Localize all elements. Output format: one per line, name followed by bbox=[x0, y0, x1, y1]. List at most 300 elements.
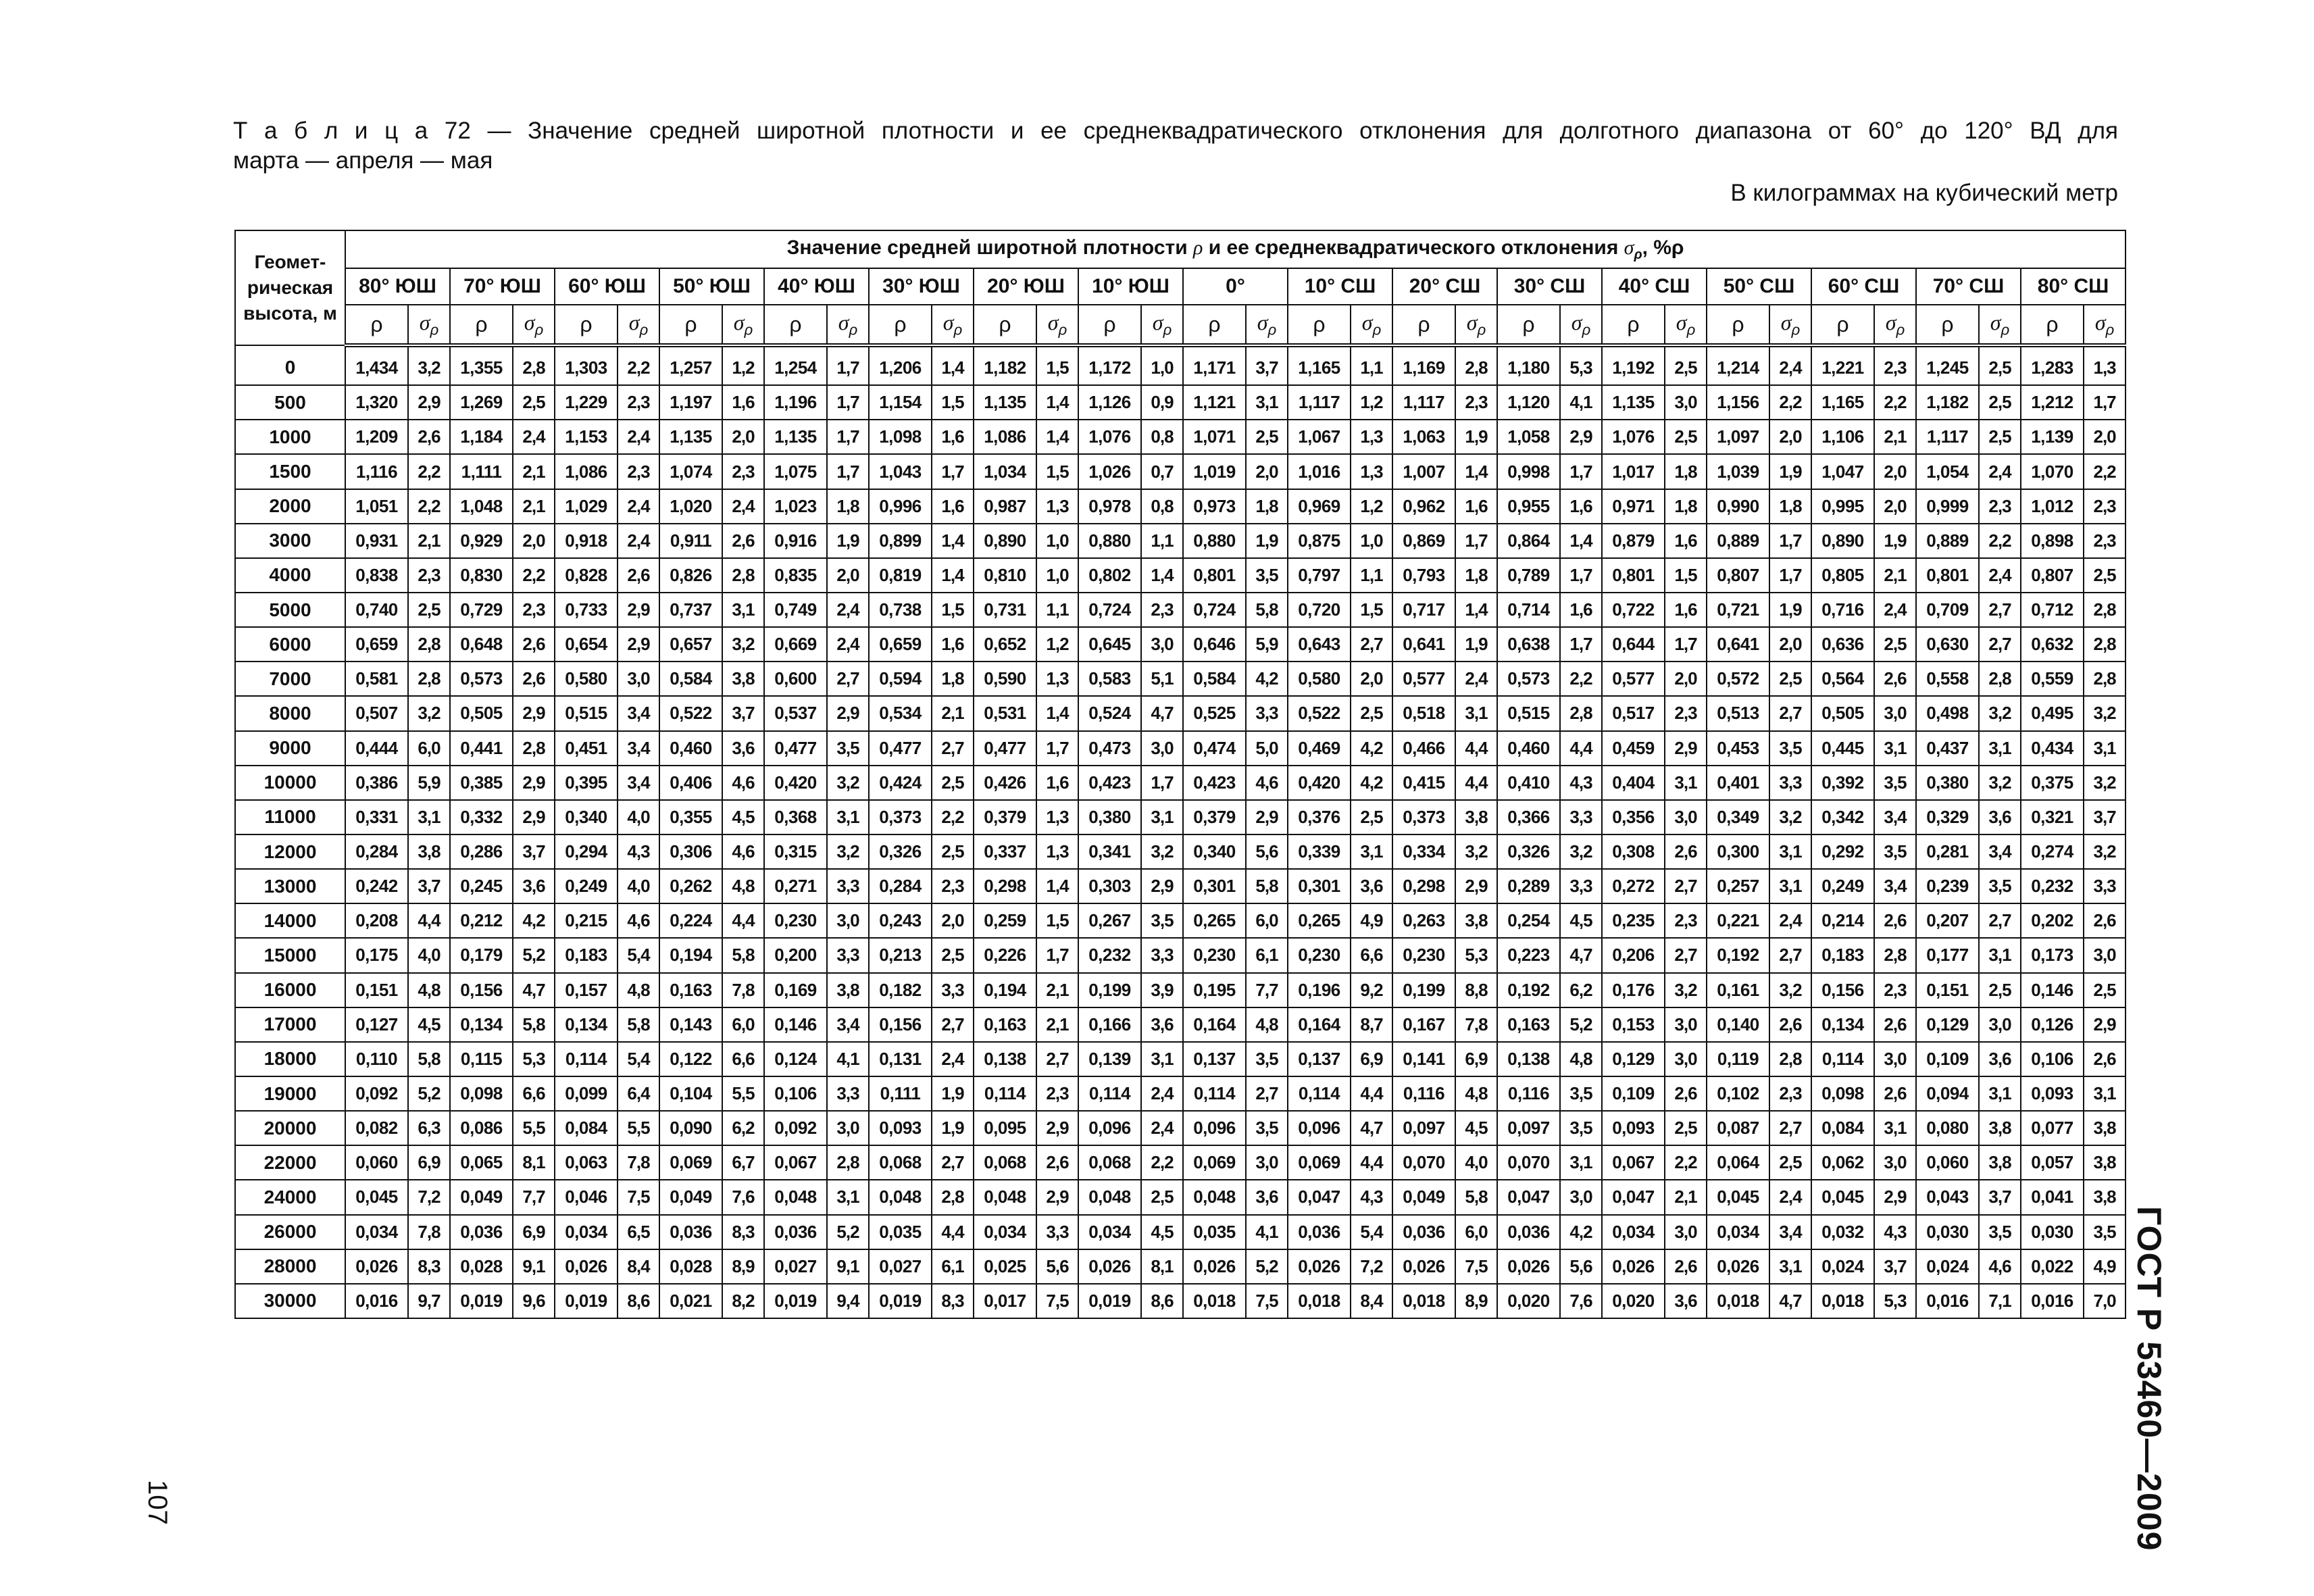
sigma-subscript: ρ bbox=[1791, 321, 1801, 339]
sigma-cell: 3,2 bbox=[2084, 766, 2126, 800]
density-cell: 0,124 bbox=[764, 1042, 827, 1076]
sigma-cell: 5,3 bbox=[1455, 938, 1497, 972]
sigma-cell: 2,6 bbox=[1665, 1076, 1707, 1111]
sigma-cell: 1,6 bbox=[1665, 593, 1707, 627]
sigma-cell: 3,2 bbox=[1979, 696, 2021, 730]
sigma-cell: 4,4 bbox=[1455, 766, 1497, 800]
caption-line-2: марта — апреля — мая bbox=[233, 147, 493, 174]
table-row bbox=[235, 766, 2126, 800]
density-cell: 0,109 bbox=[1916, 1042, 1979, 1076]
sigma-column-header bbox=[1665, 305, 1707, 345]
sigma-subscript: ρ bbox=[2001, 321, 2010, 339]
density-cell: 0,420 bbox=[764, 766, 827, 800]
density-cell: 0,339 bbox=[1288, 834, 1351, 869]
density-cell: 0,202 bbox=[2021, 903, 2084, 938]
density-cell: 0,830 bbox=[450, 558, 513, 593]
sigma-cell: 7,8 bbox=[408, 1215, 450, 1249]
sigma-cell: 2,7 bbox=[1979, 903, 2021, 938]
sigma-cell: 2,8 bbox=[408, 662, 450, 696]
density-cell: 0,301 bbox=[1183, 869, 1246, 903]
sigma-cell: 2,7 bbox=[1769, 696, 1811, 730]
sigma-cell: 2,9 bbox=[1560, 420, 1602, 454]
density-cell: 1,135 bbox=[1602, 385, 1665, 420]
sigma-cell: 2,0 bbox=[827, 558, 869, 593]
density-cell: 0,652 bbox=[974, 627, 1036, 662]
sigma-cell: 8,6 bbox=[618, 1284, 659, 1318]
height-header-line-2: рическая bbox=[247, 277, 334, 298]
density-cell: 0,469 bbox=[1288, 731, 1351, 766]
sigma-cell: 4,6 bbox=[722, 834, 764, 869]
table-row bbox=[235, 903, 2126, 938]
density-cell: 1,016 bbox=[1288, 454, 1351, 489]
height-cell: 15000 bbox=[235, 938, 345, 972]
density-cell: 1,192 bbox=[1602, 345, 1665, 385]
units-note: В килограммах на кубический метр bbox=[1730, 180, 2118, 206]
density-cell: 0,175 bbox=[345, 938, 408, 972]
density-cell: 0,176 bbox=[1602, 973, 1665, 1007]
density-cell: 0,060 bbox=[345, 1145, 408, 1180]
sigma-cell: 3,4 bbox=[618, 696, 659, 730]
density-cell: 0,143 bbox=[659, 1007, 722, 1042]
table-row bbox=[235, 1076, 2126, 1111]
density-cell: 0,669 bbox=[764, 627, 827, 662]
sigma-column-header bbox=[1141, 305, 1183, 345]
sigma-subscript: ρ bbox=[430, 321, 439, 339]
sigma-cell: 3,8 bbox=[827, 973, 869, 1007]
density-cell: 0,021 bbox=[659, 1284, 722, 1318]
sigma-cell: 2,4 bbox=[1979, 454, 2021, 489]
table-row bbox=[235, 938, 2126, 972]
sigma-cell: 2,2 bbox=[618, 345, 659, 385]
sigma-cell: 4,3 bbox=[618, 834, 659, 869]
sigma-cell: 6,3 bbox=[408, 1111, 450, 1145]
density-cell: 0,998 bbox=[1497, 454, 1560, 489]
table-row bbox=[235, 1249, 2126, 1284]
density-cell: 1,182 bbox=[1916, 385, 1979, 420]
height-cell: 500 bbox=[235, 385, 345, 420]
sigma-cell: 9,1 bbox=[827, 1249, 869, 1284]
sigma-cell: 1,3 bbox=[2084, 345, 2126, 385]
density-cell: 0,807 bbox=[2021, 558, 2084, 593]
density-cell: 0,522 bbox=[1288, 696, 1351, 730]
density-cell: 0,192 bbox=[1707, 938, 1769, 972]
density-cell: 0,016 bbox=[1916, 1284, 1979, 1318]
density-cell: 0,196 bbox=[1288, 973, 1351, 1007]
density-cell: 0,505 bbox=[1811, 696, 1874, 730]
density-cell: 0,030 bbox=[2021, 1215, 2084, 1249]
density-cell: 0,239 bbox=[1916, 869, 1979, 903]
density-cell: 0,265 bbox=[1183, 903, 1246, 938]
density-cell: 0,274 bbox=[2021, 834, 2084, 869]
sigma-cell: 2,5 bbox=[1979, 973, 2021, 1007]
sigma-cell: 2,1 bbox=[1036, 1007, 1078, 1042]
sigma-cell: 5,4 bbox=[1351, 1215, 1392, 1249]
sigma-cell: 2,9 bbox=[513, 696, 555, 730]
sigma-column-header bbox=[408, 305, 450, 345]
density-cell: 1,283 bbox=[2021, 345, 2084, 385]
density-cell: 0,262 bbox=[659, 869, 722, 903]
sigma-cell: 3,0 bbox=[618, 662, 659, 696]
sigma-cell: 1,7 bbox=[1455, 524, 1497, 558]
sigma-cell: 5,2 bbox=[408, 1076, 450, 1111]
density-cell: 0,179 bbox=[450, 938, 513, 972]
density-cell: 0,224 bbox=[659, 903, 722, 938]
sigma-cell: 1,7 bbox=[1036, 731, 1078, 766]
sigma-symbol: σ bbox=[419, 309, 430, 334]
sigma-cell: 1,6 bbox=[932, 420, 974, 454]
sigma-cell: 6,9 bbox=[1455, 1042, 1497, 1076]
sigma-cell: 3,3 bbox=[1036, 1215, 1078, 1249]
sigma-cell: 1,4 bbox=[932, 558, 974, 593]
density-cell: 0,376 bbox=[1288, 800, 1351, 834]
sigma-cell: 5,4 bbox=[618, 938, 659, 972]
sigma-cell: 2,9 bbox=[2084, 1007, 2126, 1042]
density-cell: 1,154 bbox=[869, 385, 932, 420]
standard-designation: ГОСТ Р 53460—2009 bbox=[2130, 1206, 2168, 1551]
density-cell: 0,230 bbox=[764, 903, 827, 938]
sigma-cell: 3,8 bbox=[2084, 1180, 2126, 1214]
density-cell: 1,063 bbox=[1392, 420, 1455, 454]
density-cell: 1,048 bbox=[450, 489, 513, 524]
sigma-cell: 4,8 bbox=[722, 869, 764, 903]
sigma-cell: 1,4 bbox=[932, 345, 974, 385]
sigma-column-header bbox=[827, 305, 869, 345]
sigma-cell: 3,6 bbox=[1979, 800, 2021, 834]
density-cell: 0,098 bbox=[1811, 1076, 1874, 1111]
sigma-cell: 2,4 bbox=[618, 524, 659, 558]
sigma-cell: 3,6 bbox=[722, 731, 764, 766]
sigma-cell: 2,5 bbox=[932, 766, 974, 800]
density-cell: 0,018 bbox=[1811, 1284, 1874, 1318]
sigma-cell: 1,6 bbox=[932, 489, 974, 524]
sigma-cell: 1,3 bbox=[1036, 800, 1078, 834]
sigma-cell: 1,6 bbox=[722, 385, 764, 420]
sigma-cell: 2,5 bbox=[1665, 345, 1707, 385]
density-cell: 1,257 bbox=[659, 345, 722, 385]
density-cell: 0,406 bbox=[659, 766, 722, 800]
density-cell: 0,918 bbox=[555, 524, 618, 558]
latitude-header: 10° ЮШ bbox=[1078, 268, 1183, 305]
sigma-cell: 3,1 bbox=[1769, 1249, 1811, 1284]
latitude-header: 80° ЮШ bbox=[345, 268, 450, 305]
density-cell: 0,890 bbox=[974, 524, 1036, 558]
table-row bbox=[235, 558, 2126, 593]
density-cell: 0,034 bbox=[1078, 1215, 1141, 1249]
density-cell: 0,577 bbox=[1602, 662, 1665, 696]
table-row bbox=[235, 834, 2126, 869]
sigma-cell: 3,5 bbox=[1246, 1111, 1288, 1145]
sigma-cell: 2,5 bbox=[1769, 1145, 1811, 1180]
sigma-cell: 1,9 bbox=[1246, 524, 1288, 558]
sigma-cell: 7,8 bbox=[722, 973, 764, 1007]
density-cell: 1,126 bbox=[1078, 385, 1141, 420]
sigma-cell: 6,0 bbox=[722, 1007, 764, 1042]
density-cell: 0,284 bbox=[345, 834, 408, 869]
density-cell: 0,410 bbox=[1497, 766, 1560, 800]
sigma-cell: 4,8 bbox=[1455, 1076, 1497, 1111]
density-cell: 0,249 bbox=[555, 869, 618, 903]
density-cell: 0,880 bbox=[1183, 524, 1246, 558]
sigma-cell: 3,8 bbox=[2084, 1145, 2126, 1180]
density-cell: 1,097 bbox=[1707, 420, 1769, 454]
density-cell: 0,068 bbox=[974, 1145, 1036, 1180]
sigma-cell: 6,9 bbox=[1351, 1042, 1392, 1076]
density-cell: 0,047 bbox=[1288, 1180, 1351, 1214]
sigma-cell: 3,5 bbox=[827, 731, 869, 766]
rho-column-header: ρ bbox=[450, 305, 513, 345]
density-cell: 0,720 bbox=[1288, 593, 1351, 627]
sigma-cell: 4,3 bbox=[1874, 1215, 1916, 1249]
sigma-subscript: ρ bbox=[953, 321, 963, 339]
sigma-cell: 3,2 bbox=[408, 696, 450, 730]
density-cell: 0,375 bbox=[2021, 766, 2084, 800]
height-cell: 11000 bbox=[235, 800, 345, 834]
density-cell: 0,308 bbox=[1602, 834, 1665, 869]
density-cell: 1,135 bbox=[764, 420, 827, 454]
sigma-cell: 5,8 bbox=[618, 1007, 659, 1042]
density-cell: 0,737 bbox=[659, 593, 722, 627]
density-cell: 0,807 bbox=[1707, 558, 1769, 593]
density-cell: 0,453 bbox=[1707, 731, 1769, 766]
density-cell: 0,513 bbox=[1707, 696, 1769, 730]
sigma-cell: 3,1 bbox=[1874, 731, 1916, 766]
table-row bbox=[235, 627, 2126, 662]
density-cell: 0,087 bbox=[1707, 1111, 1769, 1145]
density-cell: 0,213 bbox=[869, 938, 932, 972]
density-cell: 0,898 bbox=[2021, 524, 2084, 558]
height-cell: 16000 bbox=[235, 973, 345, 1007]
sigma-cell: 2,5 bbox=[1979, 385, 2021, 420]
sigma-cell: 3,7 bbox=[1874, 1249, 1916, 1284]
sigma-cell: 8,6 bbox=[1141, 1284, 1183, 1318]
sigma-cell: 3,4 bbox=[1874, 800, 1916, 834]
sigma-cell: 3,0 bbox=[1874, 1145, 1916, 1180]
density-cell: 0,805 bbox=[1811, 558, 1874, 593]
sigma-cell: 1,1 bbox=[1351, 345, 1392, 385]
density-cell: 0,315 bbox=[764, 834, 827, 869]
sigma-symbol: σ bbox=[1361, 309, 1373, 334]
density-cell: 0,659 bbox=[869, 627, 932, 662]
sigma-cell: 4,7 bbox=[1351, 1111, 1392, 1145]
density-cell: 0,810 bbox=[974, 558, 1036, 593]
density-cell: 0,577 bbox=[1392, 662, 1455, 696]
density-cell: 0,441 bbox=[450, 731, 513, 766]
density-cell: 1,023 bbox=[764, 489, 827, 524]
density-cell: 0,035 bbox=[869, 1215, 932, 1249]
sigma-cell: 4,2 bbox=[1560, 1215, 1602, 1249]
sigma-subscript: ρ bbox=[1634, 247, 1642, 262]
sigma-cell: 3,1 bbox=[1560, 1145, 1602, 1180]
sigma-cell: 2,6 bbox=[2084, 903, 2126, 938]
density-cell: 0,026 bbox=[1392, 1249, 1455, 1284]
density-cell: 0,733 bbox=[555, 593, 618, 627]
density-cell: 1,074 bbox=[659, 454, 722, 489]
sigma-cell: 1,7 bbox=[1560, 627, 1602, 662]
sigma-cell: 3,2 bbox=[722, 627, 764, 662]
density-cell: 0,517 bbox=[1602, 696, 1665, 730]
sigma-cell: 1,1 bbox=[1036, 593, 1078, 627]
density-cell: 0,048 bbox=[764, 1180, 827, 1214]
sigma-column-header bbox=[2084, 305, 2126, 345]
density-cell: 0,717 bbox=[1392, 593, 1455, 627]
density-cell: 0,049 bbox=[659, 1180, 722, 1214]
density-cell: 1,169 bbox=[1392, 345, 1455, 385]
sigma-cell: 4,4 bbox=[1351, 1145, 1392, 1180]
density-cell: 0,659 bbox=[345, 627, 408, 662]
density-cell: 0,638 bbox=[1497, 627, 1560, 662]
table-row bbox=[235, 1215, 2126, 1249]
sigma-cell: 2,7 bbox=[1351, 627, 1392, 662]
sigma-cell: 1,8 bbox=[1665, 454, 1707, 489]
density-cell: 0,036 bbox=[1497, 1215, 1560, 1249]
density-cell: 0,025 bbox=[974, 1249, 1036, 1284]
sigma-cell: 1,8 bbox=[827, 489, 869, 524]
sigma-cell: 2,4 bbox=[932, 1042, 974, 1076]
sigma-cell: 3,1 bbox=[1141, 1042, 1183, 1076]
density-cell: 0,232 bbox=[1078, 938, 1141, 972]
density-cell: 0,890 bbox=[1811, 524, 1874, 558]
sigma-cell: 2,7 bbox=[1769, 1111, 1811, 1145]
sigma-cell: 5,5 bbox=[513, 1111, 555, 1145]
sigma-cell: 2,4 bbox=[1769, 1180, 1811, 1214]
sigma-cell: 3,0 bbox=[1665, 1042, 1707, 1076]
density-cell: 0,138 bbox=[974, 1042, 1036, 1076]
sigma-cell: 3,5 bbox=[2084, 1215, 2126, 1249]
sigma-cell: 2,5 bbox=[1979, 345, 2021, 385]
sigma-cell: 7,5 bbox=[618, 1180, 659, 1214]
density-cell: 0,093 bbox=[1602, 1111, 1665, 1145]
sigma-cell: 2,7 bbox=[1769, 938, 1811, 972]
height-cell: 17000 bbox=[235, 1007, 345, 1042]
sigma-cell: 4,7 bbox=[1769, 1284, 1811, 1318]
height-header-line-1: Геомет- bbox=[254, 251, 326, 272]
sigma-cell: 1,7 bbox=[827, 385, 869, 420]
sigma-cell: 1,6 bbox=[1560, 489, 1602, 524]
sigma-cell: 2,4 bbox=[618, 420, 659, 454]
density-cell: 0,036 bbox=[659, 1215, 722, 1249]
density-cell: 0,740 bbox=[345, 593, 408, 627]
density-cell: 0,267 bbox=[1078, 903, 1141, 938]
latitude-header: 0° bbox=[1183, 268, 1288, 305]
density-cell: 0,096 bbox=[1183, 1111, 1246, 1145]
sigma-cell: 2,4 bbox=[1874, 593, 1916, 627]
height-column-header bbox=[235, 230, 345, 345]
sigma-cell: 3,5 bbox=[1769, 731, 1811, 766]
density-cell: 0,366 bbox=[1497, 800, 1560, 834]
density-cell: 0,955 bbox=[1497, 489, 1560, 524]
sigma-cell: 2,4 bbox=[1141, 1076, 1183, 1111]
density-table bbox=[234, 230, 2126, 1319]
density-cell: 0,034 bbox=[1602, 1215, 1665, 1249]
sigma-column-header bbox=[932, 305, 974, 345]
density-cell: 1,076 bbox=[1602, 420, 1665, 454]
sigma-cell: 2,9 bbox=[1036, 1111, 1078, 1145]
density-cell: 0,082 bbox=[345, 1111, 408, 1145]
density-cell: 0,084 bbox=[555, 1111, 618, 1145]
density-cell: 0,138 bbox=[1497, 1042, 1560, 1076]
density-cell: 0,027 bbox=[869, 1249, 932, 1284]
density-cell: 0,092 bbox=[764, 1111, 827, 1145]
density-cell: 0,249 bbox=[1811, 869, 1874, 903]
sigma-cell: 2,0 bbox=[1874, 489, 1916, 524]
sigma-cell: 1,6 bbox=[932, 627, 974, 662]
sigma-cell: 2,6 bbox=[1874, 662, 1916, 696]
sigma-cell: 6,0 bbox=[1455, 1215, 1497, 1249]
density-cell: 0,801 bbox=[1183, 558, 1246, 593]
sigma-cell: 3,5 bbox=[1979, 1215, 2021, 1249]
density-cell: 0,477 bbox=[764, 731, 827, 766]
density-cell: 0,801 bbox=[1916, 558, 1979, 593]
sigma-cell: 2,0 bbox=[1874, 454, 1916, 489]
sigma-cell: 2,7 bbox=[1665, 938, 1707, 972]
density-cell: 0,334 bbox=[1392, 834, 1455, 869]
title-prefix: Значение средней широтной плотности bbox=[786, 236, 1194, 259]
density-cell: 0,030 bbox=[1916, 1215, 1979, 1249]
density-cell: 1,012 bbox=[2021, 489, 2084, 524]
sigma-cell: 2,5 bbox=[2084, 558, 2126, 593]
sigma-cell: 1,0 bbox=[1351, 524, 1392, 558]
sigma-cell: 5,6 bbox=[1560, 1249, 1602, 1284]
sigma-subscript: ρ bbox=[534, 321, 544, 339]
sigma-cell: 2,3 bbox=[1455, 385, 1497, 420]
table-row bbox=[235, 1145, 2126, 1180]
density-cell: 0,032 bbox=[1811, 1215, 1874, 1249]
density-cell: 1,076 bbox=[1078, 420, 1141, 454]
height-cell: 1000 bbox=[235, 420, 345, 454]
density-cell: 1,034 bbox=[974, 454, 1036, 489]
sigma-cell: 2,2 bbox=[1979, 524, 2021, 558]
sigma-cell: 5,3 bbox=[1874, 1284, 1916, 1318]
density-cell: 0,027 bbox=[764, 1249, 827, 1284]
sigma-cell: 2,5 bbox=[1769, 662, 1811, 696]
density-cell: 0,802 bbox=[1078, 558, 1141, 593]
density-cell: 0,114 bbox=[1078, 1076, 1141, 1111]
sigma-cell: 2,2 bbox=[1665, 1145, 1707, 1180]
density-cell: 1,206 bbox=[869, 345, 932, 385]
density-cell: 0,326 bbox=[869, 834, 932, 869]
sigma-cell: 3,3 bbox=[1560, 869, 1602, 903]
sigma-cell: 2,4 bbox=[1455, 662, 1497, 696]
density-cell: 0,194 bbox=[974, 973, 1036, 1007]
sigma-cell: 4,6 bbox=[1246, 766, 1288, 800]
density-cell: 0,969 bbox=[1288, 489, 1351, 524]
density-cell: 0,026 bbox=[1288, 1249, 1351, 1284]
density-cell: 0,572 bbox=[1707, 662, 1769, 696]
density-cell: 0,092 bbox=[345, 1076, 408, 1111]
density-cell: 0,243 bbox=[869, 903, 932, 938]
sigma-cell: 5,4 bbox=[618, 1042, 659, 1076]
density-cell: 0,068 bbox=[869, 1145, 932, 1180]
density-cell: 0,048 bbox=[974, 1180, 1036, 1214]
density-cell: 0,026 bbox=[1602, 1249, 1665, 1284]
density-cell: 0,838 bbox=[345, 558, 408, 593]
height-cell: 19000 bbox=[235, 1076, 345, 1111]
density-cell: 0,420 bbox=[1288, 766, 1351, 800]
sigma-cell: 4,4 bbox=[1455, 731, 1497, 766]
sigma-cell: 2,4 bbox=[1979, 558, 2021, 593]
sigma-cell: 7,5 bbox=[1246, 1284, 1288, 1318]
density-cell: 0,163 bbox=[974, 1007, 1036, 1042]
density-cell: 1,098 bbox=[869, 420, 932, 454]
density-cell: 0,102 bbox=[1707, 1076, 1769, 1111]
rho-column-header: ρ bbox=[1811, 305, 1874, 345]
density-cell: 1,165 bbox=[1288, 345, 1351, 385]
density-cell: 0,114 bbox=[1183, 1076, 1246, 1111]
density-cell: 0,292 bbox=[1811, 834, 1874, 869]
sigma-cell: 3,6 bbox=[1351, 869, 1392, 903]
density-cell: 1,172 bbox=[1078, 345, 1141, 385]
sigma-cell: 4,7 bbox=[513, 973, 555, 1007]
